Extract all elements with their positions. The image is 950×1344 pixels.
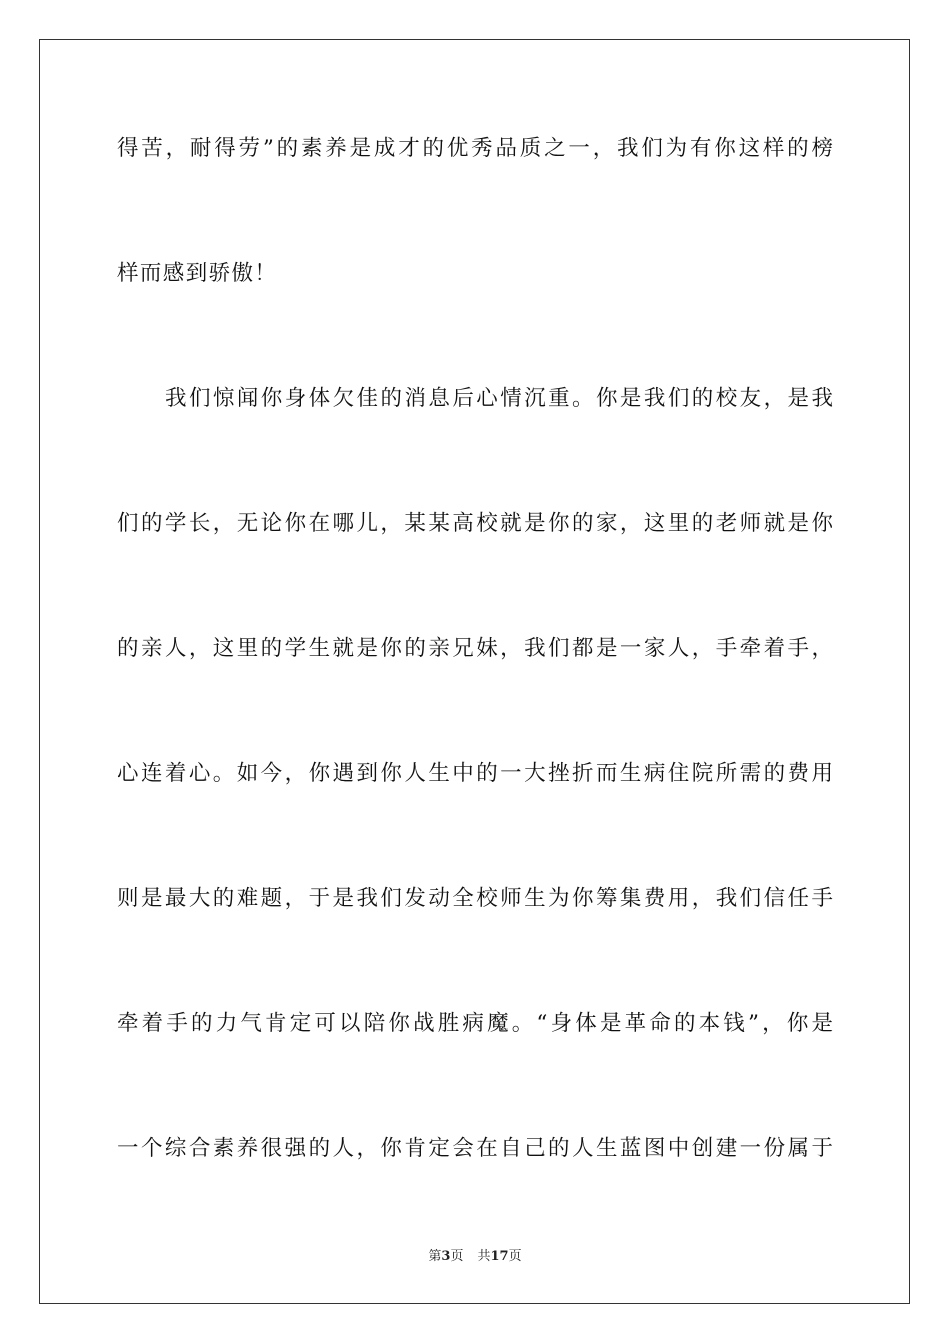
text-line-9: 一个综合素养很强的人，你肯定会在自己的人生蓝图中创建一份属于 — [117, 1136, 833, 1161]
text-line-6: 心连着心。如今，你遇到你人生中的一大挫折而生病住院所需的费用 — [117, 761, 833, 786]
total-prefix: 共 — [477, 1249, 491, 1264]
text-line-4: 们的学长，无论你在哪儿，某某高校就是你的家，这里的老师就是你 — [117, 511, 833, 536]
page-border — [39, 39, 910, 1304]
text-line-5: 的亲人，这里的学生就是你的亲兄妹，我们都是一家人，手牵着手， — [117, 636, 833, 661]
page-number: 3 — [441, 1249, 451, 1264]
text-line-2: 样而感到骄傲！ — [117, 261, 278, 286]
paragraph-start-line: 我们惊闻你身体欠佳的消息后心情沉重。你是我们的校友，是我 — [165, 386, 833, 411]
text-line-8: 牵着手的力气肯定可以陪你战胜病魔。“身体是革命的本钱”，你是 — [117, 1011, 833, 1036]
total-pages: 17 — [490, 1249, 509, 1264]
page-prefix: 第 — [428, 1249, 442, 1264]
page-suffix: 页 — [450, 1249, 464, 1264]
text-line-7: 则是最大的难题，于是我们发动全校师生为你筹集费用，我们信任手 — [117, 886, 833, 911]
text-line-1: 得苦，耐得劳”的素养是成才的优秀品质之一，我们为有你这样的榜 — [117, 136, 833, 161]
total-suffix: 页 — [508, 1249, 522, 1264]
page-footer — [0, 1248, 950, 1266]
